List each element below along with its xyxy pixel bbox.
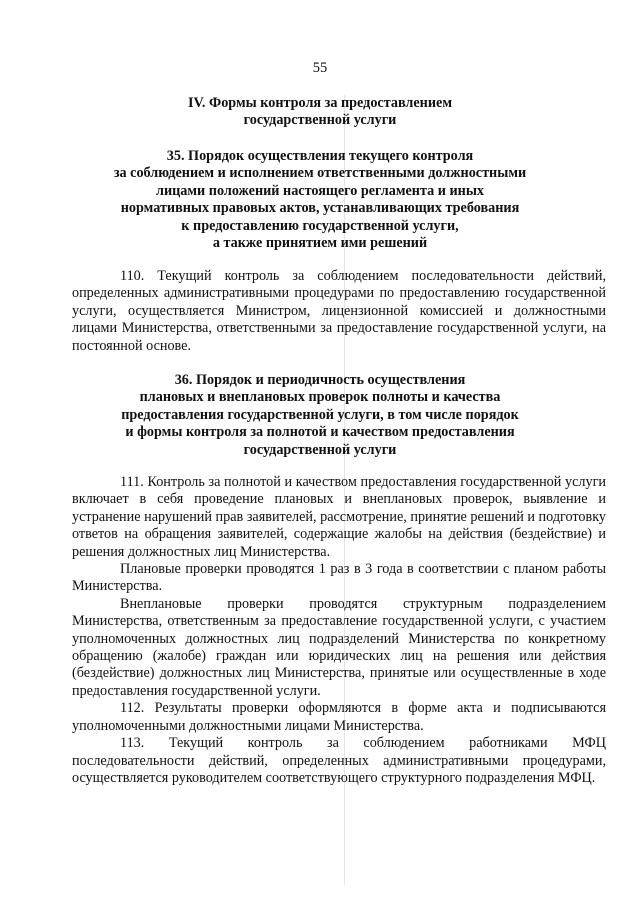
subsection-36-heading xyxy=(60,372,580,459)
paragraph-110: 110. Текущий контроль за соблюдением последовательности действий, определенных административными процедурами по предоставлению государственной услуги, осуществляется Министром, лицензионной комиссией и должностными лицами Министерства, ответственными за предоставление государственной услуги, на постоянной основе. xyxy=(72,268,606,354)
subsection-35-heading xyxy=(60,148,580,252)
paragraph-112: 112. Результаты проверки оформляются в форме акта и подписываются уполномоченными должностными лицами Министерства. xyxy=(72,700,606,734)
section-heading-line: IV. Формы контроля за предоставлением xyxy=(187,95,452,111)
heading-line: государственной услуги xyxy=(243,441,397,458)
subsection-35-body xyxy=(72,268,606,355)
heading-line: лицами положений настоящего регламента и иных xyxy=(155,182,484,199)
heading-line: нормативных правовых актов, устанавливающих требования xyxy=(120,200,520,217)
heading-line: и формы контроля за полнотой и качеством предоставления xyxy=(125,424,515,441)
paragraph-113: 113. Текущий контроль за соблюдением работниками МФЦ последовательности действий, определенных административными процедурами, осуществляется руководителем соответствующего структурного подразделения МФЦ. xyxy=(72,735,606,786)
paragraph-scheduled-checks: Плановые проверки проводятся 1 раз в 3 года в соответствии с планом работы Министерства. xyxy=(72,561,606,595)
section-heading xyxy=(60,95,580,130)
heading-line: за соблюдением и исполнением ответственными должностными xyxy=(113,165,527,182)
heading-line: к предоставлению государственной услуги, xyxy=(181,217,459,234)
subsection-36-body xyxy=(72,474,606,787)
paragraph-unscheduled-checks: Внеплановые проверки проводятся структурным подразделением Министерства, ответственным за предоставление государственной услуги, с участием уполномоченных должностных лиц подразделений Министерства по конкретному обращению (жалобе) граждан или юридических лиц на решения или действия (бездействие) должностных лиц Министерства, принятые или осуществленные в ходе предоставления государственной услуги. xyxy=(72,595,606,699)
heading-line: плановых и внеплановых проверок полноты и качества xyxy=(139,389,501,406)
heading-line: 35. Порядок осуществления текущего контроля xyxy=(166,148,474,164)
heading-line: 36. Порядок и периодичность осуществления xyxy=(174,372,466,388)
paragraph-111: 111. Контроль за полнотой и качеством предоставления государственной услуги включает в себя проведение плановых и внеплановых проверок, выявление и устранение нарушений прав заявителей, рассмотрение, принятие решений и подготовку ответов на обращения заявителей, содержащие жалобы на действия (бездействие) и решения должностных лиц Министерства. xyxy=(72,474,606,560)
heading-line: предоставления государственной услуги, в том числе порядок xyxy=(121,406,519,423)
page-number: 55 xyxy=(312,60,328,76)
heading-line: а также принятием ими решений xyxy=(212,235,428,252)
section-heading-line: государственной услуги xyxy=(243,112,397,129)
